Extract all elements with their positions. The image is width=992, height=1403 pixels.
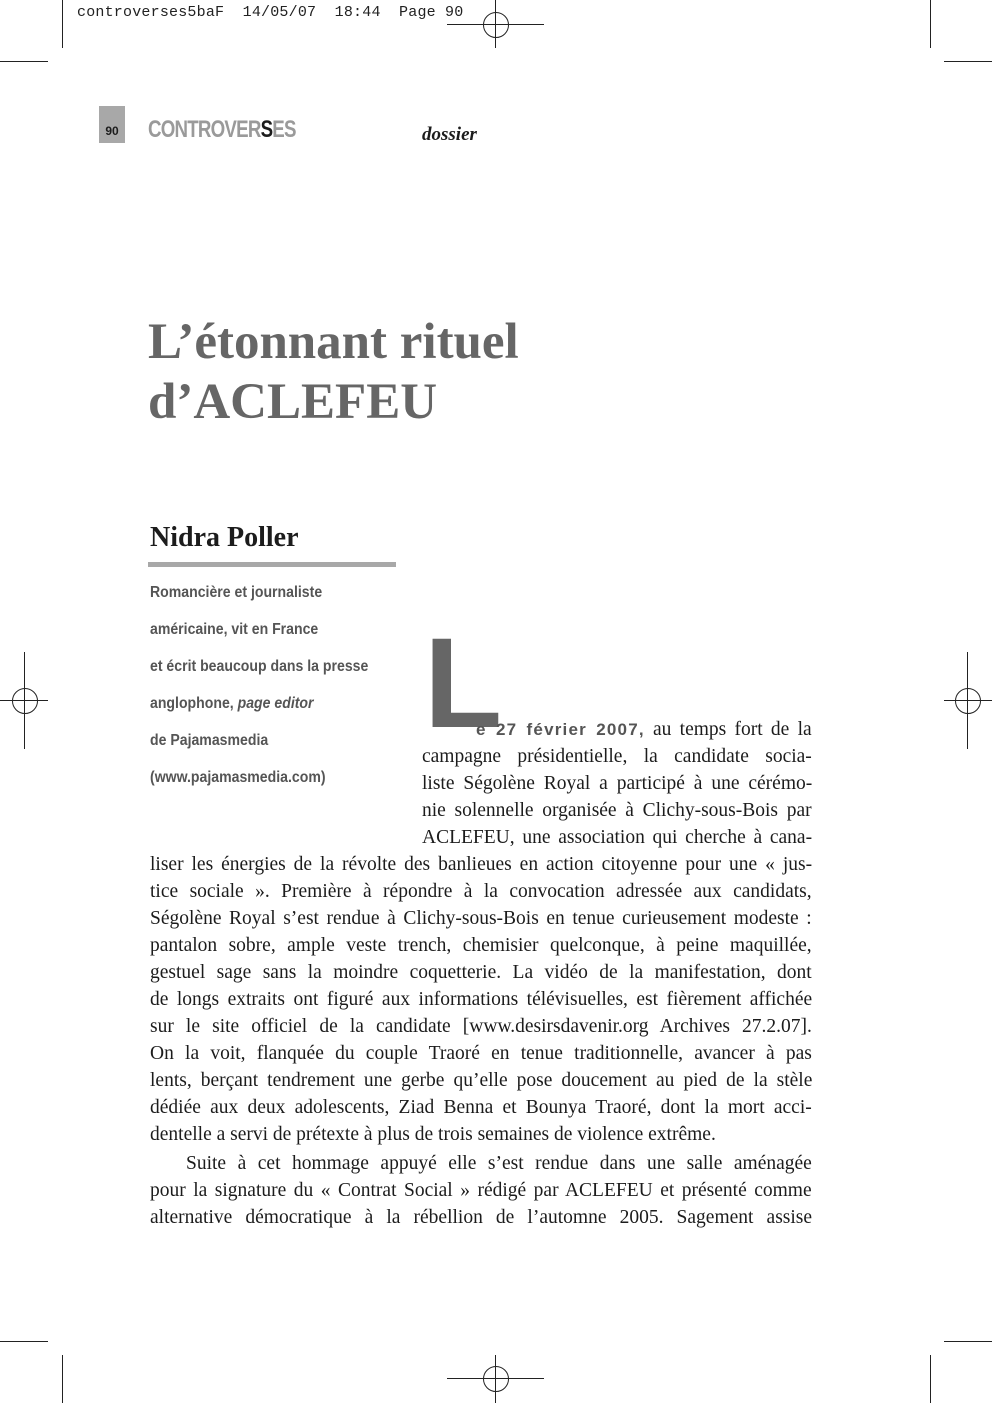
drop-cap: L <box>424 612 503 755</box>
author-bio <box>150 574 381 796</box>
author-divider <box>148 562 396 567</box>
author-name: Nidra Poller <box>150 522 299 553</box>
section-label: dossier <box>422 124 477 145</box>
title-line: L’étonnant rituel <box>148 314 519 370</box>
lead-in: e 27 février 2007, <box>476 720 645 739</box>
body-line: Suite à cet hommage appuyé elle s’est rendue dans une salle aménagée <box>186 1153 812 1174</box>
body-line: liser les énergies de la révolte des banlieues en action citoyenne pour une « jus- <box>150 854 813 875</box>
print-slug-line: controverses5baF 14/05/07 18:44 Page 90 <box>77 4 464 21</box>
body-line: gestuel sage sans la moindre coquetterie. La vidéo de la manifestation, dont <box>150 962 812 983</box>
body-line: e 27 février 2007, au temps fort de la <box>476 719 812 740</box>
bio-line: (www.pajamasmedia.com) <box>150 769 326 786</box>
body-line: Ségolène Royal s’est rendue à Clichy-sous-Bois en tenue curieusement modeste : <box>150 908 812 929</box>
page-number: 90 <box>105 124 119 138</box>
body-line: lents, berçant tendrement une gerbe qu’elle pose doucement au pied de la stèle <box>150 1070 813 1091</box>
body-line: sur le site officiel de la candidate [www.desirsdavenir.org Archives 27.2.07]. <box>150 1016 812 1037</box>
body-line: pantalon sobre, ample veste trench, chemisier quelconque, à peine maquillée, <box>150 935 812 956</box>
bio-line: anglophone, page editor <box>150 695 314 712</box>
body-line: dédiée aux deux adolescents, Ziad Benna et Bounya Traoré, dont la mort acci- <box>150 1097 812 1118</box>
bio-line: américaine, vit en France <box>150 621 319 638</box>
bio-line: et écrit beaucoup dans la presse <box>150 658 369 675</box>
journal-logo: CONTROVERSES <box>148 116 296 143</box>
body-line: dentelle a servi de prétexte à plus de trois semaines de violence extrême. <box>150 1124 716 1145</box>
body-line: campagne présidentielle, la candidate socia- <box>422 746 812 767</box>
body-line: nie solennelle organisée à Clichy-sous-Bois par <box>422 800 812 821</box>
body-line: de longs extraits ont figuré aux informations télévisuelles, est fièrement affichée <box>150 989 813 1010</box>
body-line: On la voit, flanquée du couple Traoré en tenue traditionnelle, avancer à pas <box>150 1043 812 1064</box>
title-line: d’ACLEFEU <box>148 374 438 430</box>
bio-italic: page editor <box>237 695 314 712</box>
bio-line: de Pajamasmedia <box>150 732 269 749</box>
body-line: pour la signature du « Contrat Social » rédigé par ACLEFEU et présenté comme <box>150 1180 812 1201</box>
body-line: alternative démocratique à la rébellion de l’automne 2005. Sagement assise <box>150 1207 813 1228</box>
article-title <box>148 312 848 432</box>
bio-line: Romancière et journaliste <box>150 584 323 601</box>
body-line: liste Ségolène Royal a participé à une cérémo- <box>422 773 813 794</box>
body-line: ACLEFEU, une association qui cherche à cana- <box>422 827 813 848</box>
body-line: tice sociale ». Première à répondre à la convocation adressée aux candidats, <box>150 881 812 902</box>
